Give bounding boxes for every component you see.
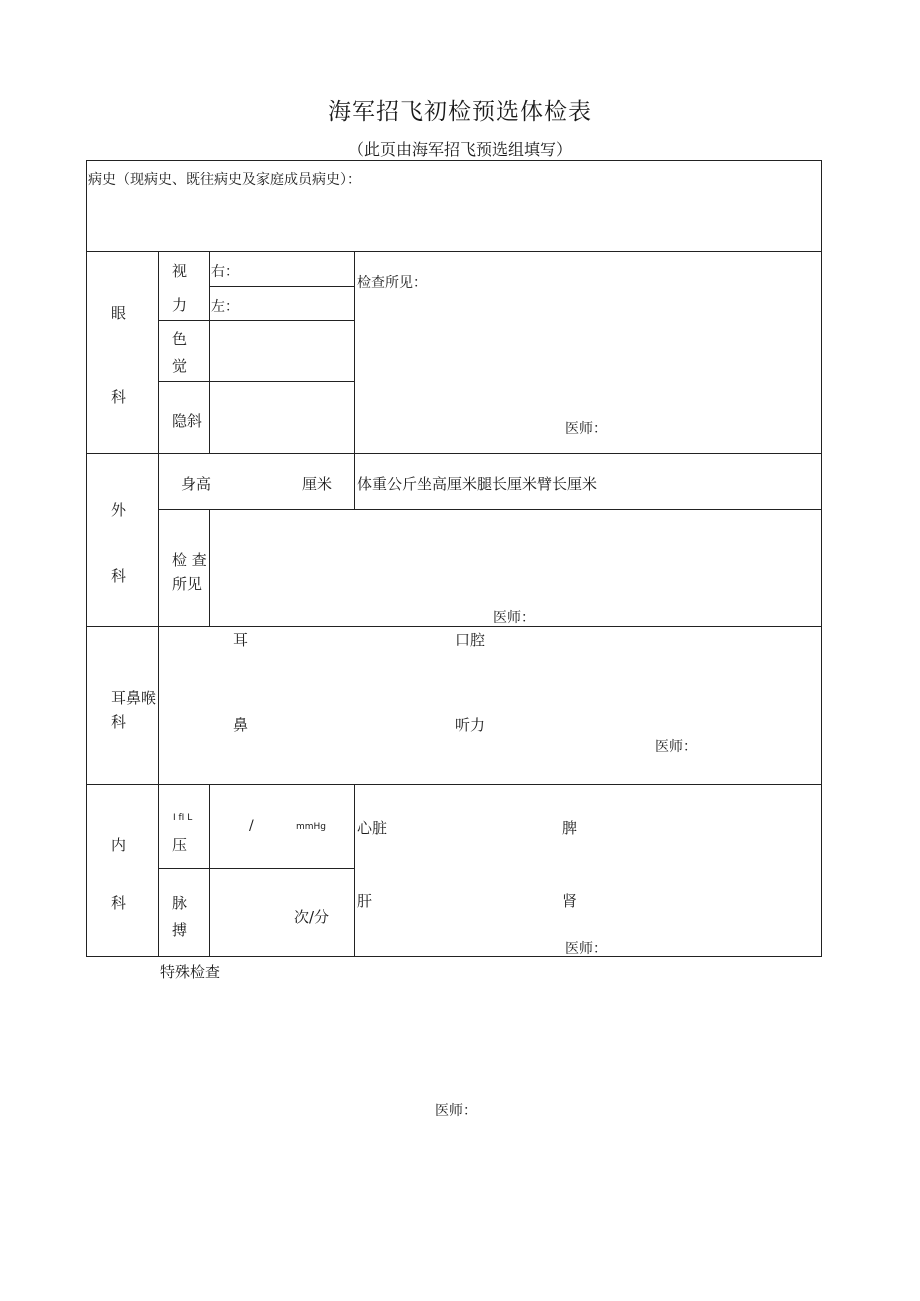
internal-bp-label-2: 压 [172, 836, 188, 854]
ent-mouth-label: 口腔 [455, 631, 486, 649]
ent-nose-label: 鼻 [233, 716, 249, 734]
eye-value-divider [354, 251, 355, 453]
ent-doctor-signature: 医师： [655, 739, 697, 755]
internal-kidney-label: 肾 [562, 892, 578, 910]
surgery-height-unit: 厘米 [302, 475, 333, 493]
row-divider-surgery [86, 626, 822, 627]
surgery-exam-label-1: 检 查 [172, 551, 207, 569]
special-exam-label: 特殊检查 [160, 963, 221, 981]
internal-bp-unit: mmHg [296, 822, 327, 832]
eye-doctor-signature: 医师： [565, 421, 607, 437]
surgery-height-label: 身高 [181, 475, 212, 493]
internal-item-divider [209, 784, 210, 956]
eye-left-label: 左： [211, 299, 239, 315]
internal-pulse-unit: 次/分 [294, 908, 330, 926]
ent-ear-label: 耳 [233, 631, 249, 649]
ent-dept-label-2: 科 [111, 713, 127, 731]
eye-color-label-2: 觉 [172, 357, 188, 375]
table-border-right [821, 160, 822, 957]
internal-heart-label: 心脏 [357, 819, 388, 837]
history-label: 病史（现病史、既往病史及家庭成员病史）： [88, 172, 361, 188]
surgery-measures: 体重公斤坐高厘米腿长厘米臂长厘米 [357, 475, 598, 493]
surgery-dept-top: 外 [111, 501, 127, 519]
ent-hearing-label: 听力 [455, 716, 486, 734]
internal-liver-label: 肝 [357, 892, 373, 910]
surgery-measure-divider [158, 509, 822, 510]
internal-bp-slash: / [249, 818, 254, 834]
eye-dept-bottom: 科 [111, 388, 127, 406]
internal-dept-bottom: 科 [111, 894, 127, 912]
form-title: 海军招飞初检预选体检表 [328, 99, 592, 125]
internal-spleen-label: 脾 [562, 819, 578, 837]
special-doctor-signature: 医师： [435, 1103, 477, 1119]
table-border-bottom [86, 956, 822, 957]
surgery-height-divider [354, 453, 355, 510]
eye-vision-divider [209, 286, 354, 287]
eye-item-divider [209, 251, 210, 453]
internal-doctor-signature: 医师： [565, 941, 607, 957]
eye-findings-label: 检查所见： [357, 275, 427, 291]
internal-pulse-label-1: 脉 [172, 894, 188, 912]
row-divider-eye [86, 453, 822, 454]
row-divider-ent [86, 784, 822, 785]
eye-strabismus-divider [158, 381, 354, 382]
eye-vision-label-2: 力 [172, 296, 188, 314]
eye-vision-label-1: 视 [172, 262, 188, 280]
eye-dept-top: 眼 [111, 304, 127, 322]
eye-strabismus-label: 隐斜 [172, 412, 203, 430]
eye-right-label: 右： [211, 264, 239, 280]
internal-dept-top: 内 [111, 836, 127, 854]
internal-pulse-divider [158, 868, 354, 869]
surgery-exam-divider [209, 509, 210, 626]
form-subtitle: （此页由海军招飞预选组填写） [347, 140, 572, 159]
surgery-doctor-signature: 医师： [493, 610, 535, 626]
eye-color-label-1: 色 [172, 330, 188, 348]
internal-bp-label-1: I fI L [173, 813, 193, 823]
ent-dept-label-1: 耳鼻喉 [111, 689, 157, 707]
dept-column-divider [158, 251, 159, 957]
surgery-dept-bottom: 科 [111, 567, 127, 585]
internal-pulse-label-2: 搏 [172, 921, 188, 939]
table-border-top [86, 160, 822, 161]
internal-value-divider [354, 784, 355, 956]
row-divider-history [86, 251, 822, 252]
eye-color-divider [158, 320, 354, 321]
surgery-exam-label-2: 所见 [172, 575, 203, 593]
table-border-left [86, 160, 87, 957]
